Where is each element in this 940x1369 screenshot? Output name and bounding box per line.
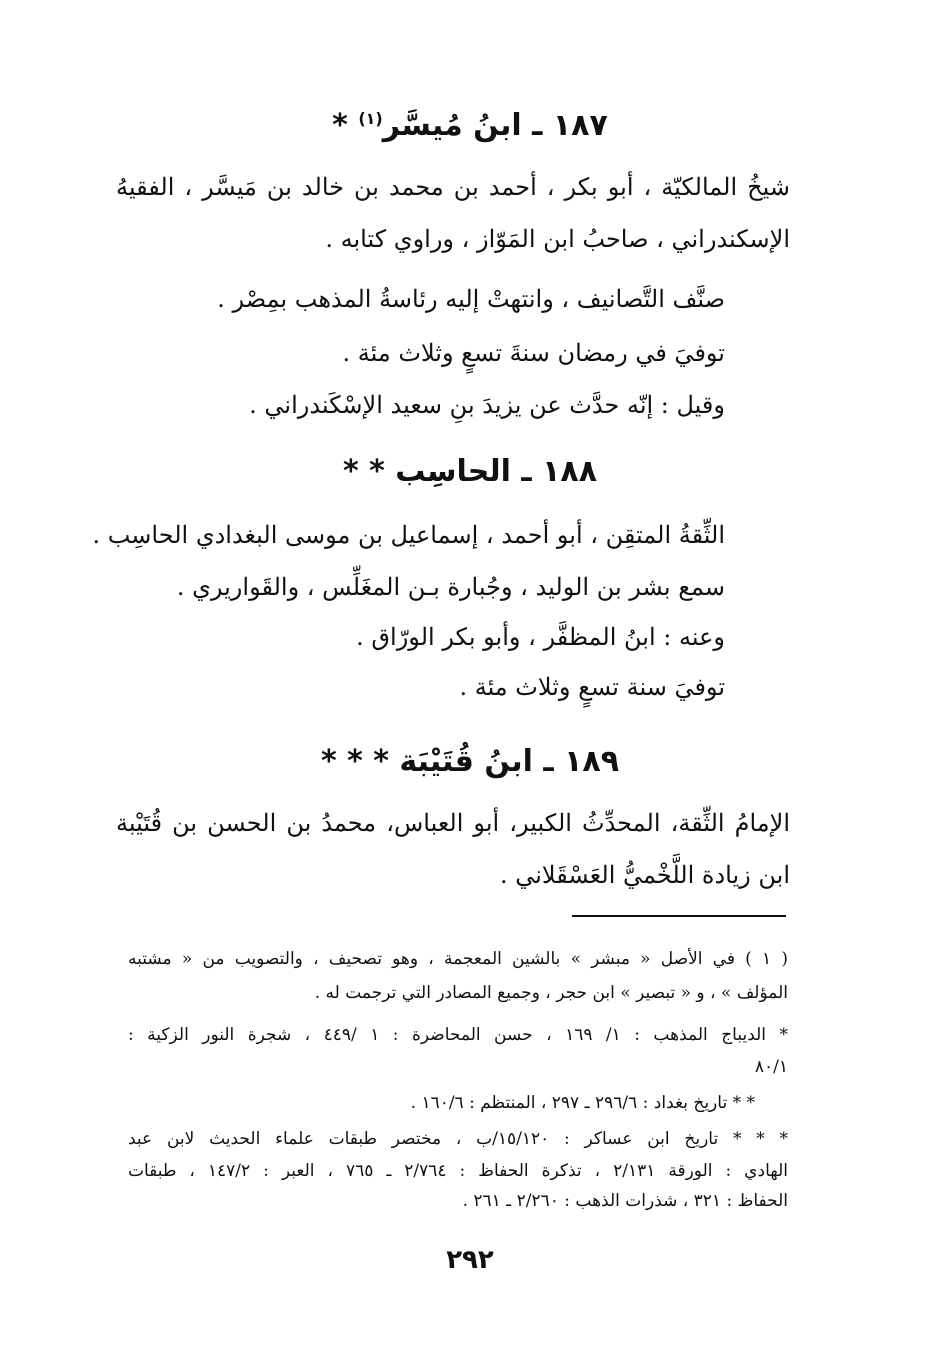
footnote-line: ( ١ ) في الأصل « مبشر » بالشين المعجمة ، وهو تصحيف ، والتصويب من « مشتبه bbox=[128, 949, 788, 969]
footnote-line: الهادي : الورقة ٢/١٣١ ، تذكرة الحفاظ : ٢/٧٦٤ ـ ٧٦٥ ، العبر : ١٤٧/٢ ، طبقات bbox=[128, 1161, 788, 1181]
footnote-divider bbox=[572, 915, 786, 917]
footnote-line: المؤلف » ، و « تبصير » ابن حجر ، وجميع المصادر التي ترجمت له . bbox=[314, 983, 788, 1003]
entry-187-line: وقيل : إنّه حدَّث عن يزيدَ بنِ سعيد الإسْكَندراني . bbox=[249, 391, 725, 419]
footnote-line: * الديباج المذهب : ١/ ١٦٩ ، حسن المحاضرة : ١ /٤٤٩ ، شجرة النور الزكية : bbox=[128, 1025, 788, 1045]
entry-188-title: ١٨٨ ـ الحاسِب bbox=[395, 454, 598, 489]
entry-187-heading bbox=[0, 108, 940, 143]
entry-187-line: الإسكندراني ، صاحبُ ابن المَوّاز ، وراوي كتابه . bbox=[325, 225, 790, 253]
entry-189-heading bbox=[0, 744, 940, 779]
source-stars: * * * bbox=[320, 744, 389, 779]
entry-188-line: وعنه : ابنُ المظفَّر ، وأبو بكر الورّاق . bbox=[356, 623, 725, 651]
footnote-line: الحفاظ : ٣٢١ ، شذرات الذهب : ٢/٢٦٠ ـ ٢٦١ . bbox=[462, 1191, 788, 1211]
entry-187-line: شيخُ المالكيّة ، أبو بكر ، أحمد بن محمد بن خالد بن مَيسَّر ، الفقيهُ bbox=[116, 173, 790, 201]
footnote-line: ٨٠/١ bbox=[754, 1057, 788, 1077]
page-number: ٢٩٢ bbox=[446, 1245, 494, 1275]
entry-189-line: الإمامُ الثِّقة، المحدِّثُ الكبير، أبو العباس، محمدُ بن الحسن بن قُتَيْبة bbox=[116, 809, 791, 837]
footnote-line: * * * تاريخ ابن عساكر : ١٥/١٢٠/ب ، مختصر طبقات علماء الحديث لابن عبد bbox=[128, 1129, 788, 1149]
entry-187-line: صنَّف التَّصانيف ، وانتهتْ إليه رئاسةُ المذهب بمِصْر . bbox=[217, 285, 725, 313]
entry-187-title: ١٨٧ ـ ابنُ مُيسَّر bbox=[382, 108, 608, 143]
footnote-ref: (١) bbox=[358, 109, 383, 128]
source-stars: * * bbox=[342, 454, 385, 489]
entry-189-title: ١٨٩ ـ ابنُ قُتَيْبَة bbox=[399, 744, 620, 779]
source-stars: * bbox=[332, 108, 348, 143]
entry-188-line: سمع بشر بن الوليد ، وجُبارة بـن المغَلِّس ، والقَواريري . bbox=[176, 573, 725, 601]
entry-188-line: توفيَ سنة تسعٍ وثلاث مئة . bbox=[459, 673, 725, 701]
entry-188-heading bbox=[0, 454, 940, 489]
entry-188-line: الثِّقةُ المتقِن ، أبو أحمد ، إسماعيل بن موسى البغدادي الحاسِب . bbox=[92, 521, 725, 549]
entry-187-line: توفيَ في رمضان سنةَ تسعٍ وثلاث مئة . bbox=[342, 339, 725, 367]
footnote-line: * * تاريخ بغداد : ٢٩٦/٦ ـ ٢٩٧ ، المنتظم : ١٦٠/٦ . bbox=[410, 1093, 755, 1113]
entry-189-line: ابن زيادة اللَّخْميُّ العَسْقَلاني . bbox=[499, 861, 790, 889]
